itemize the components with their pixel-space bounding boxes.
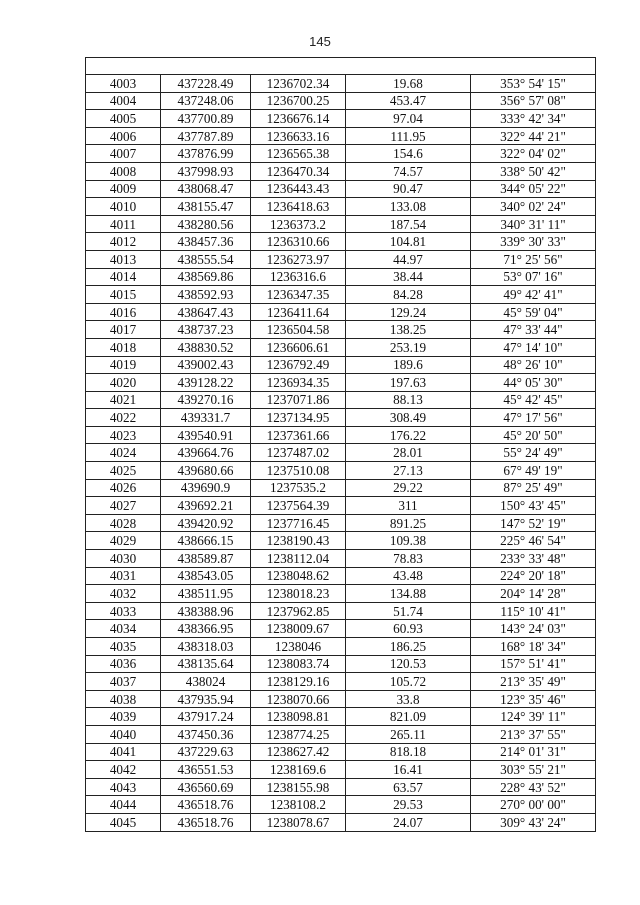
- point-number-cell: 4031: [86, 567, 161, 585]
- table-row: [86, 743, 596, 761]
- x-coordinate-cell: 437876.99: [161, 145, 251, 163]
- point-number-cell: 4028: [86, 514, 161, 532]
- y-coordinate-cell: 1238046: [251, 638, 346, 656]
- x-coordinate-cell: 438511.95: [161, 585, 251, 603]
- blank-header-cell: [86, 58, 596, 75]
- y-coordinate-cell: 1238112.04: [251, 550, 346, 568]
- table-row: [86, 602, 596, 620]
- bearing-cell: 47° 14' 10": [471, 338, 596, 356]
- point-number-cell: 4032: [86, 585, 161, 603]
- point-number-cell: 4015: [86, 286, 161, 304]
- distance-cell: 84.28: [346, 286, 471, 304]
- x-coordinate-cell: 439692.21: [161, 497, 251, 515]
- bearing-cell: 49° 42' 41": [471, 286, 596, 304]
- y-coordinate-cell: 1237361.66: [251, 426, 346, 444]
- table-row: [86, 725, 596, 743]
- y-coordinate-cell: 1236606.61: [251, 338, 346, 356]
- distance-cell: 104.81: [346, 233, 471, 251]
- y-coordinate-cell: 1238169.6: [251, 761, 346, 779]
- y-coordinate-cell: 1238098.81: [251, 708, 346, 726]
- distance-cell: 105.72: [346, 673, 471, 691]
- y-coordinate-cell: 1236792.49: [251, 356, 346, 374]
- bearing-cell: 309° 43' 24": [471, 813, 596, 831]
- point-number-cell: 4021: [86, 391, 161, 409]
- y-coordinate-cell: 1236310.66: [251, 233, 346, 251]
- x-coordinate-cell: 438543.05: [161, 567, 251, 585]
- bearing-cell: 333° 42' 34": [471, 110, 596, 128]
- point-number-cell: 4045: [86, 813, 161, 831]
- table-row: [86, 268, 596, 286]
- y-coordinate-cell: 1238190.43: [251, 532, 346, 550]
- table-row: [86, 761, 596, 779]
- point-number-cell: 4029: [86, 532, 161, 550]
- distance-cell: 90.47: [346, 180, 471, 198]
- point-number-cell: 4018: [86, 338, 161, 356]
- distance-cell: 43.48: [346, 567, 471, 585]
- table-row: [86, 673, 596, 691]
- x-coordinate-cell: 437998.93: [161, 162, 251, 180]
- table-header-blank-row: [86, 58, 596, 75]
- bearing-cell: 225° 46' 54": [471, 532, 596, 550]
- table-row: [86, 514, 596, 532]
- bearing-cell: 344° 05' 22": [471, 180, 596, 198]
- point-number-cell: 4036: [86, 655, 161, 673]
- distance-cell: 186.25: [346, 638, 471, 656]
- x-coordinate-cell: 438666.15: [161, 532, 251, 550]
- point-number-cell: 4007: [86, 145, 161, 163]
- y-coordinate-cell: 1237134.95: [251, 409, 346, 427]
- bearing-cell: 303° 55' 21": [471, 761, 596, 779]
- bearing-cell: 214° 01' 31": [471, 743, 596, 761]
- y-coordinate-cell: 1237535.2: [251, 479, 346, 497]
- distance-cell: 308.49: [346, 409, 471, 427]
- y-coordinate-cell: 1236700.25: [251, 92, 346, 110]
- table-row: [86, 215, 596, 233]
- table-row: [86, 110, 596, 128]
- bearing-cell: 45° 20' 50": [471, 426, 596, 444]
- table-row: [86, 356, 596, 374]
- y-coordinate-cell: 1236633.16: [251, 127, 346, 145]
- y-coordinate-cell: 1237071.86: [251, 391, 346, 409]
- point-number-cell: 4014: [86, 268, 161, 286]
- x-coordinate-cell: 438024: [161, 673, 251, 691]
- distance-cell: 109.38: [346, 532, 471, 550]
- x-coordinate-cell: 439128.22: [161, 374, 251, 392]
- bearing-cell: 147° 52' 19": [471, 514, 596, 532]
- distance-cell: 44.97: [346, 250, 471, 268]
- bearing-cell: 115° 10' 41": [471, 602, 596, 620]
- bearing-cell: 228° 43' 52": [471, 778, 596, 796]
- bearing-cell: 123° 35' 46": [471, 690, 596, 708]
- point-number-cell: 4008: [86, 162, 161, 180]
- bearing-cell: 338° 50' 42": [471, 162, 596, 180]
- point-number-cell: 4025: [86, 462, 161, 480]
- point-number-cell: 4035: [86, 638, 161, 656]
- point-number-cell: 4005: [86, 110, 161, 128]
- table-row: [86, 462, 596, 480]
- point-number-cell: 4027: [86, 497, 161, 515]
- y-coordinate-cell: 1237510.08: [251, 462, 346, 480]
- y-coordinate-cell: 1238774.25: [251, 725, 346, 743]
- point-number-cell: 4040: [86, 725, 161, 743]
- distance-cell: 134.88: [346, 585, 471, 603]
- x-coordinate-cell: 438388.96: [161, 602, 251, 620]
- x-coordinate-cell: 436560.69: [161, 778, 251, 796]
- point-number-cell: 4026: [86, 479, 161, 497]
- table-row: [86, 162, 596, 180]
- x-coordinate-cell: 437248.06: [161, 92, 251, 110]
- point-number-cell: 4038: [86, 690, 161, 708]
- y-coordinate-cell: 1238018.23: [251, 585, 346, 603]
- x-coordinate-cell: 439002.43: [161, 356, 251, 374]
- y-coordinate-cell: 1236565.38: [251, 145, 346, 163]
- y-coordinate-cell: 1236504.58: [251, 321, 346, 339]
- bearing-cell: 45° 42' 45": [471, 391, 596, 409]
- bearing-cell: 353° 54' 15": [471, 75, 596, 93]
- table-row: [86, 233, 596, 251]
- distance-cell: 97.04: [346, 110, 471, 128]
- table-row: [86, 409, 596, 427]
- point-number-cell: 4033: [86, 602, 161, 620]
- table-row: [86, 550, 596, 568]
- distance-cell: 28.01: [346, 444, 471, 462]
- x-coordinate-cell: 437229.63: [161, 743, 251, 761]
- distance-cell: 129.24: [346, 303, 471, 321]
- table-row: [86, 426, 596, 444]
- point-number-cell: 4024: [86, 444, 161, 462]
- table-row: [86, 620, 596, 638]
- x-coordinate-cell: 437787.89: [161, 127, 251, 145]
- point-number-cell: 4017: [86, 321, 161, 339]
- x-coordinate-cell: 438647.43: [161, 303, 251, 321]
- distance-cell: 27.13: [346, 462, 471, 480]
- table-row: [86, 92, 596, 110]
- x-coordinate-cell: 438555.54: [161, 250, 251, 268]
- point-number-cell: 4022: [86, 409, 161, 427]
- bearing-cell: 213° 37' 55": [471, 725, 596, 743]
- coordinates-table-container: [85, 57, 595, 832]
- table-row: [86, 532, 596, 550]
- distance-cell: 16.41: [346, 761, 471, 779]
- point-number-cell: 4016: [86, 303, 161, 321]
- point-number-cell: 4044: [86, 796, 161, 814]
- x-coordinate-cell: 439690.9: [161, 479, 251, 497]
- x-coordinate-cell: 438589.87: [161, 550, 251, 568]
- x-coordinate-cell: 438068.47: [161, 180, 251, 198]
- table-row: [86, 198, 596, 216]
- distance-cell: 38.44: [346, 268, 471, 286]
- bearing-cell: 53° 07' 16": [471, 268, 596, 286]
- table-row: [86, 813, 596, 831]
- distance-cell: 311: [346, 497, 471, 515]
- bearing-cell: 356° 57' 08": [471, 92, 596, 110]
- distance-cell: 197.63: [346, 374, 471, 392]
- table-row: [86, 690, 596, 708]
- y-coordinate-cell: 1238627.42: [251, 743, 346, 761]
- distance-cell: 176.22: [346, 426, 471, 444]
- table-row: [86, 638, 596, 656]
- bearing-cell: 87° 25' 49": [471, 479, 596, 497]
- y-coordinate-cell: 1236273.97: [251, 250, 346, 268]
- point-number-cell: 4013: [86, 250, 161, 268]
- y-coordinate-cell: 1236418.63: [251, 198, 346, 216]
- distance-cell: 29.53: [346, 796, 471, 814]
- bearing-cell: 340° 31' 11": [471, 215, 596, 233]
- x-coordinate-cell: 438135.64: [161, 655, 251, 673]
- table-row: [86, 250, 596, 268]
- point-number-cell: 4041: [86, 743, 161, 761]
- x-coordinate-cell: 439664.76: [161, 444, 251, 462]
- table-row: [86, 145, 596, 163]
- bearing-cell: 47° 33' 44": [471, 321, 596, 339]
- y-coordinate-cell: 1238078.67: [251, 813, 346, 831]
- page-number: 145: [309, 34, 331, 49]
- coordinates-table: [85, 57, 596, 832]
- distance-cell: 821.09: [346, 708, 471, 726]
- x-coordinate-cell: 439270.16: [161, 391, 251, 409]
- distance-cell: 120.53: [346, 655, 471, 673]
- y-coordinate-cell: 1237716.45: [251, 514, 346, 532]
- distance-cell: 74.57: [346, 162, 471, 180]
- x-coordinate-cell: 439540.91: [161, 426, 251, 444]
- point-number-cell: 4003: [86, 75, 161, 93]
- x-coordinate-cell: 438592.93: [161, 286, 251, 304]
- bearing-cell: 270° 00' 00": [471, 796, 596, 814]
- table-row: [86, 286, 596, 304]
- y-coordinate-cell: 1236470.34: [251, 162, 346, 180]
- table-row: [86, 180, 596, 198]
- point-number-cell: 4034: [86, 620, 161, 638]
- table-row: [86, 655, 596, 673]
- y-coordinate-cell: 1237962.85: [251, 602, 346, 620]
- distance-cell: 29.22: [346, 479, 471, 497]
- y-coordinate-cell: 1238048.62: [251, 567, 346, 585]
- x-coordinate-cell: 436518.76: [161, 813, 251, 831]
- x-coordinate-cell: 436518.76: [161, 796, 251, 814]
- distance-cell: 19.68: [346, 75, 471, 93]
- distance-cell: 265.11: [346, 725, 471, 743]
- point-number-cell: 4042: [86, 761, 161, 779]
- y-coordinate-cell: 1238070.66: [251, 690, 346, 708]
- bearing-cell: 67° 49' 19": [471, 462, 596, 480]
- x-coordinate-cell: 438366.95: [161, 620, 251, 638]
- point-number-cell: 4006: [86, 127, 161, 145]
- bearing-cell: 340° 02' 24": [471, 198, 596, 216]
- distance-cell: 33.8: [346, 690, 471, 708]
- point-number-cell: 4023: [86, 426, 161, 444]
- table-row: [86, 391, 596, 409]
- bearing-cell: 47° 17' 56": [471, 409, 596, 427]
- distance-cell: 78.83: [346, 550, 471, 568]
- point-number-cell: 4004: [86, 92, 161, 110]
- x-coordinate-cell: 439420.92: [161, 514, 251, 532]
- y-coordinate-cell: 1238083.74: [251, 655, 346, 673]
- distance-cell: 51.74: [346, 602, 471, 620]
- point-number-cell: 4011: [86, 215, 161, 233]
- table-row: [86, 374, 596, 392]
- y-coordinate-cell: 1236702.34: [251, 75, 346, 93]
- x-coordinate-cell: 438569.86: [161, 268, 251, 286]
- table-row: [86, 127, 596, 145]
- table-row: [86, 497, 596, 515]
- x-coordinate-cell: 437917.24: [161, 708, 251, 726]
- distance-cell: 253.19: [346, 338, 471, 356]
- bearing-cell: 204° 14' 28": [471, 585, 596, 603]
- x-coordinate-cell: 437935.94: [161, 690, 251, 708]
- distance-cell: 60.93: [346, 620, 471, 638]
- bearing-cell: 157° 51' 41": [471, 655, 596, 673]
- y-coordinate-cell: 1236676.14: [251, 110, 346, 128]
- x-coordinate-cell: 438457.36: [161, 233, 251, 251]
- x-coordinate-cell: 437228.49: [161, 75, 251, 93]
- bearing-cell: 45° 59' 04": [471, 303, 596, 321]
- bearing-cell: 143° 24' 03": [471, 620, 596, 638]
- table-row: [86, 567, 596, 585]
- point-number-cell: 4020: [86, 374, 161, 392]
- distance-cell: 138.25: [346, 321, 471, 339]
- distance-cell: 818.18: [346, 743, 471, 761]
- bearing-cell: 124° 39' 11": [471, 708, 596, 726]
- table-row: [86, 338, 596, 356]
- bearing-cell: 150° 43' 45": [471, 497, 596, 515]
- point-number-cell: 4010: [86, 198, 161, 216]
- bearing-cell: 233° 33' 48": [471, 550, 596, 568]
- x-coordinate-cell: 439331.7: [161, 409, 251, 427]
- x-coordinate-cell: 438830.52: [161, 338, 251, 356]
- distance-cell: 133.08: [346, 198, 471, 216]
- x-coordinate-cell: 437450.36: [161, 725, 251, 743]
- y-coordinate-cell: 1237564.39: [251, 497, 346, 515]
- y-coordinate-cell: 1236347.35: [251, 286, 346, 304]
- distance-cell: 154.6: [346, 145, 471, 163]
- y-coordinate-cell: 1236934.35: [251, 374, 346, 392]
- distance-cell: 88.13: [346, 391, 471, 409]
- bearing-cell: 322° 04' 02": [471, 145, 596, 163]
- table-row: [86, 303, 596, 321]
- bearing-cell: 168° 18' 34": [471, 638, 596, 656]
- table-row: [86, 796, 596, 814]
- bearing-cell: 71° 25' 56": [471, 250, 596, 268]
- point-number-cell: 4030: [86, 550, 161, 568]
- point-number-cell: 4037: [86, 673, 161, 691]
- y-coordinate-cell: 1236443.43: [251, 180, 346, 198]
- bearing-cell: 339° 30' 33": [471, 233, 596, 251]
- point-number-cell: 4009: [86, 180, 161, 198]
- table-row: [86, 708, 596, 726]
- distance-cell: 24.07: [346, 813, 471, 831]
- y-coordinate-cell: 1236316.6: [251, 268, 346, 286]
- distance-cell: 111.95: [346, 127, 471, 145]
- bearing-cell: 213° 35' 49": [471, 673, 596, 691]
- table-row: [86, 585, 596, 603]
- bearing-cell: 44° 05' 30": [471, 374, 596, 392]
- x-coordinate-cell: 438155.47: [161, 198, 251, 216]
- y-coordinate-cell: 1236411.64: [251, 303, 346, 321]
- y-coordinate-cell: 1238129.16: [251, 673, 346, 691]
- distance-cell: 453.47: [346, 92, 471, 110]
- point-number-cell: 4043: [86, 778, 161, 796]
- y-coordinate-cell: 1238155.98: [251, 778, 346, 796]
- x-coordinate-cell: 436551.53: [161, 761, 251, 779]
- point-number-cell: 4039: [86, 708, 161, 726]
- distance-cell: 63.57: [346, 778, 471, 796]
- distance-cell: 891.25: [346, 514, 471, 532]
- bearing-cell: 322° 44' 21": [471, 127, 596, 145]
- point-number-cell: 4012: [86, 233, 161, 251]
- x-coordinate-cell: 439680.66: [161, 462, 251, 480]
- y-coordinate-cell: 1238108.2: [251, 796, 346, 814]
- distance-cell: 189.6: [346, 356, 471, 374]
- distance-cell: 187.54: [346, 215, 471, 233]
- table-body: [86, 58, 596, 832]
- table-row: [86, 75, 596, 93]
- x-coordinate-cell: 438737.23: [161, 321, 251, 339]
- table-row: [86, 321, 596, 339]
- y-coordinate-cell: 1237487.02: [251, 444, 346, 462]
- point-number-cell: 4019: [86, 356, 161, 374]
- table-row: [86, 479, 596, 497]
- table-row: [86, 444, 596, 462]
- x-coordinate-cell: 438280.56: [161, 215, 251, 233]
- x-coordinate-cell: 437700.89: [161, 110, 251, 128]
- y-coordinate-cell: 1238009.67: [251, 620, 346, 638]
- bearing-cell: 224° 20' 18": [471, 567, 596, 585]
- bearing-cell: 48° 26' 10": [471, 356, 596, 374]
- x-coordinate-cell: 438318.03: [161, 638, 251, 656]
- bearing-cell: 55° 24' 49": [471, 444, 596, 462]
- table-row: [86, 778, 596, 796]
- y-coordinate-cell: 1236373.2: [251, 215, 346, 233]
